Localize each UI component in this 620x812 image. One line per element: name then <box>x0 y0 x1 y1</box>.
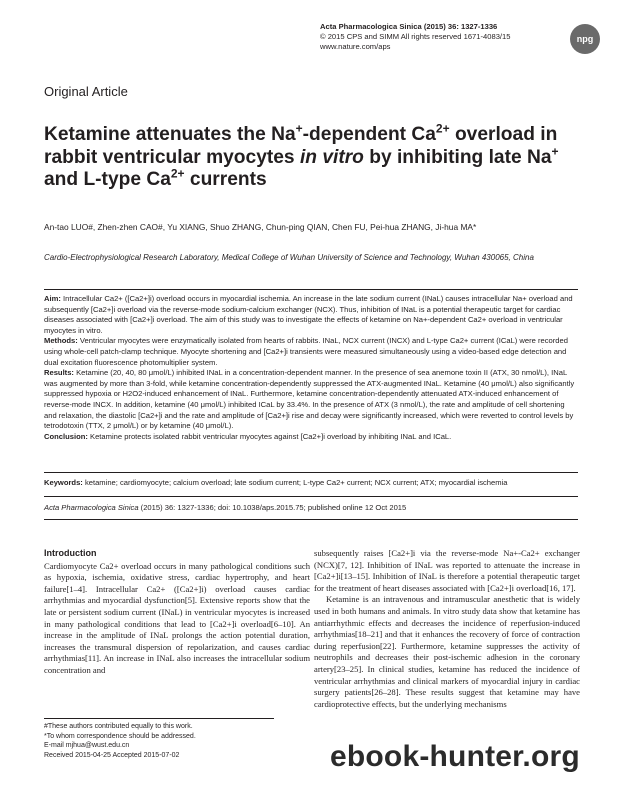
keywords-rule <box>44 496 578 497</box>
footnote-correspondence: *To whom correspondence should be addressed. <box>44 732 196 740</box>
abstract-conclusion: Conclusion: Ketamine protects isolated rabbit ventricular myocytes against [Ca2+]i overload by inhibiting INaL and ICaL. <box>44 431 452 441</box>
affiliation: Cardio-Electrophysiological Research Laboratory, Medical College of Wuhan University of Science and Technology, Wuhan 430065, China <box>44 253 534 262</box>
citation-rule <box>44 519 578 520</box>
journal-header <box>320 22 580 53</box>
abstract-top-rule <box>44 289 578 290</box>
body-left-column <box>44 548 310 677</box>
citation-line: Acta Pharmacologica Sinica (2015) 36: 1327-1336; doi: 10.1038/aps.2015.75; published online 12 Oct 2015 <box>44 503 407 512</box>
body-paragraph: subsequently raises [Ca2+]i via the reverse-mode Na+-Ca2+ exchanger (NCX)[7, 12]. Inhibition of INaL was reported to attenuate the increase in [Ca2+]i[13–15]. Inhibition of INaL is therefore a potential therapeutic target for the treatment of heart diseases associated with [Ca2+]i overload[16, 17]. <box>314 548 580 593</box>
abstract-aim: Aim: Intracellular Ca2+ ([Ca2+]i) overload occurs in myocardial ischemia. An increase in the late sodium current (INaL) causes intracellular Na+ overload and subsequently [Ca2+]i overload via the reverse-mode sodium-calcium exchanger (NCX). Thus, inhibition of INaL is a potential therapeutic target for cardiac diseases associated with [Ca2+]i overload. The aim of this study was to investigate the effects of ketamine on Na+-dependent Ca2+ overload in ventricular myocytes in vitro. <box>44 294 573 335</box>
abstract <box>44 294 578 442</box>
abstract-results: Results: Ketamine (20, 40, 80 μmol/L) inhibited INaL in a concentration-dependent manner. In the presence of sea anemone toxin II (ATX, 30 nmol/L), INaL was augmented by more than 3-fold, while ketamine concentration-dependently suppressed the ATX-augmented INaL. Ketamine (40 μmol/L) also significantly suppressed hypoxia or H2O2-induced enhancement of INaL. Furthermore, ketamine concentration-dependently attenuated ATX-induced enhancement of reverse-mode INCX. In addition, ketamine (40 μmol/L) inhibited ICaL by 33.4%. In the presence of ATX (3 nmol/L), the rate and amplitude of cell shortening and relaxation, the diastolic [Ca2+]i and the rate and amplitude of [Ca2+]i rise and decay were significantly increased, which were reverted to control levels by tetrodotoxin (TTX, 2 μmol/L) or by ketamine (40 μmol/L). <box>44 368 575 431</box>
footnotes <box>44 722 274 760</box>
body-right-column <box>314 548 580 710</box>
footnote-equal-contribution: #These authors contributed equally to this work. <box>44 723 193 730</box>
keywords: Keywords: ketamine; cardiomyocyte; calcium overload; late sodium current; L-type Ca2+ current; NCX current; ATX; myocardial ischemia <box>44 478 508 487</box>
article-title: Ketamine attenuates the Na+-dependent $Ca^{2+}$ overload in rabbit ventricular myocytes in vitro by inhibiting late Na+ and L-type $Ca^{2+}$ currents <box>44 121 559 190</box>
footnote-rule <box>44 718 274 719</box>
abstract-methods: Methods: Ventricular myocytes were enzymatically isolated from hearts of rabbits. INaL, NCX current (INCX) and L-type Ca2+ current (ICaL) were recorded using whole-cell patch-clamp technique. Myocyte shortening and [Ca2+]i transients were measured simultaneously using a video-based edge detection and dual excitation fluorescence photomultiplier system. <box>44 336 568 367</box>
introduction-heading: Introduction <box>44 548 97 558</box>
watermark: ebook-hunter.org <box>330 740 580 773</box>
npg-logo: npg <box>570 24 600 54</box>
footnote-dates: Received 2015-04-25 Accepted 2015-07-02 <box>44 751 180 759</box>
article-type-label: Original Article <box>44 84 128 99</box>
footnote-email[interactable]: E-mail mjhua@wust.edu.cn <box>44 742 130 750</box>
journal-url[interactable]: www.nature.com/aps <box>320 42 391 52</box>
author-list: An-tao LUO#, Zhen-zhen CAO#, Yu XIANG, Shuo ZHANG, Chun-ping QIAN, Chen FU, Pei-hua ZHANG, Ji-hua MA* <box>44 222 477 232</box>
body-paragraph: Ketamine is an intravenous and intramuscular anesthetic that is widely used in both humans and animals. In vitro study data show that ketamine has antiarrhythmic effects and decreases the incidence of reperfusion-induced arrhythmias[18–21] and that it enhances the recovery of force of contraction during reperfusion[22]. Furthermore, ketamine suppresses the activity of neutrophils and decreases their post-ischemic adhesion in the coronary artery[23–25]. In clinical studies, ketamine has reduced the incidence of ventricular arrhythmias and clinical markers of myocardial injury in cardiac surgery patients[26–28]. These results suggest that ketamine may have cardioprotective effects, but the underlying mechanisms <box>314 594 580 709</box>
abstract-bottom-rule <box>44 472 578 473</box>
journal-citation-line: Acta Pharmacologica Sinica (2015) 36: 1327-1336 <box>320 22 498 31</box>
introduction-paragraph: Cardiomyocyte Ca2+ overload occurs in many pathological conditions such as hypoxia, ischemia, oxidative stress, cardiac hypertrophy, and heart failure[1–4]. Intracellular Ca2+ ([Ca2+]i) overload causes cardiac arrhythmias and myocardial dysfunction[5]. Extensive reports show that the late or persistent sodium current (INaL) in ventricular myocytes is increased in many pathological conditions that lead to [Ca2+]i overload[6–10]. An increase in the amplitude of INaL prolongs the action potential duration, increases the transmural dispersion of repolarization, and causes cardiac arrhythmias[11]. An increase in INaL also increases the intracellular sodium concentration and <box>44 560 310 675</box>
copyright-line: © 2015 CPS and SIMM All rights reserved 1671-4083/15 <box>320 32 511 42</box>
